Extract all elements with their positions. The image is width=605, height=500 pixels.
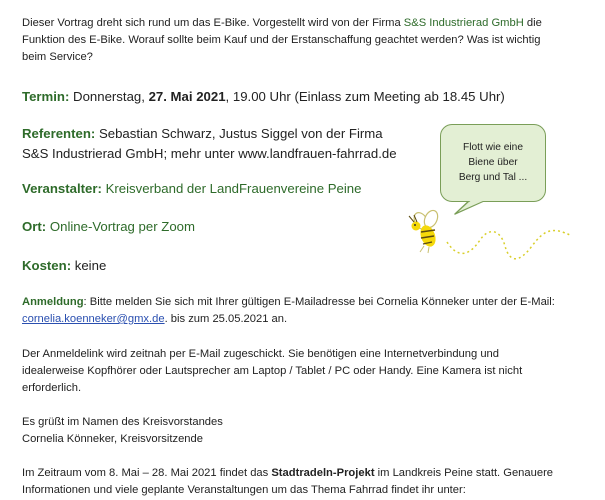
veranstalter-value: Kreisverband der LandFrauenvereine Peine — [101, 181, 362, 196]
referenten-label: Referenten: — [22, 126, 96, 141]
firm-name: S&S Industrierad GmbH — [403, 17, 524, 29]
termin-label: Termin: — [22, 89, 70, 104]
ort-value: Online-Vortrag per Zoom — [46, 219, 195, 234]
stadtradeln-text-end: im Landkreis Peine statt. Genauere — [374, 467, 554, 479]
anmeldung-deadline: . bis zum 25.05.2021 an. — [164, 313, 288, 325]
stadtradeln-text: Im Zeitraum vom 8. Mai – 28. Mai 2021 findet das — [22, 467, 272, 479]
termin-day: Donnerstag, — [69, 89, 149, 104]
gruss-line-1: Es grüßt im Namen des Kreisvorstandes — [22, 416, 223, 428]
termin-time: , 19.00 Uhr (Einlass zum Meeting ab 18.45 Uhr) — [225, 89, 505, 104]
email-link[interactable]: cornelia.koenneker@gmx.de — [22, 313, 165, 325]
stadtradeln-line-2: Informationen und viele geplante Veranstaltungen um das Thema Fahrrad findet ihr unter: — [22, 484, 466, 496]
kosten-value: keine — [71, 258, 107, 273]
intro-text-end: die — [523, 17, 542, 29]
anmeldung-label: Anmeldung — [22, 296, 84, 308]
referenten-line-2: S&S Industrierad GmbH; mehr unter www.landfrauen-fahrrad.de — [22, 146, 397, 161]
gruss-line-2: Cornelia Könneker, Kreisvorsitzende — [22, 433, 203, 445]
kosten-label: Kosten: — [22, 258, 72, 273]
anmeldelink-line-1: Der Anmeldelink wird zeitnah per E-Mail zugeschickt. Sie benötigen eine Internetverbindung und — [22, 348, 499, 360]
termin-date: 27. Mai 2021 — [148, 89, 226, 104]
bubble-line-3: Berg und Tal ... — [458, 172, 528, 183]
intro-text: Dieser Vortrag dreht sich rund um das E-Bike. Vorgestellt wird von der Firma — [22, 17, 404, 29]
stadtradeln-project: Stadtradeln-Projekt — [271, 467, 375, 479]
referenten-names: Sebastian Schwarz, Justus Siggel von der Firma — [95, 126, 383, 141]
bubble-line-1: Flott wie eine — [462, 142, 524, 153]
bubble-line-2: Biene über — [468, 157, 518, 168]
ort-label: Ort: — [22, 219, 47, 234]
intro-line-3: beim Service? — [22, 51, 93, 63]
anmeldung-text: : Bitte melden Sie sich mit Ihrer gültigen E-Mailadresse bei Cornelia Könneker unter der E-Mail: — [83, 296, 555, 308]
anmeldelink-line-3: erforderlich. — [22, 382, 82, 394]
intro-line-2: Funktion des E-Bike. Worauf sollte beim Kauf und der Erstanschaffung geachtet werden? Was ist wichtig — [22, 34, 541, 46]
anmeldelink-line-2: idealerweise Kopfhörer oder Lautsprecher am Laptop / Tablet / PC oder Handy. Eine Kamera ist nicht — [22, 365, 523, 377]
veranstalter-label: Veranstalter: — [22, 181, 102, 196]
